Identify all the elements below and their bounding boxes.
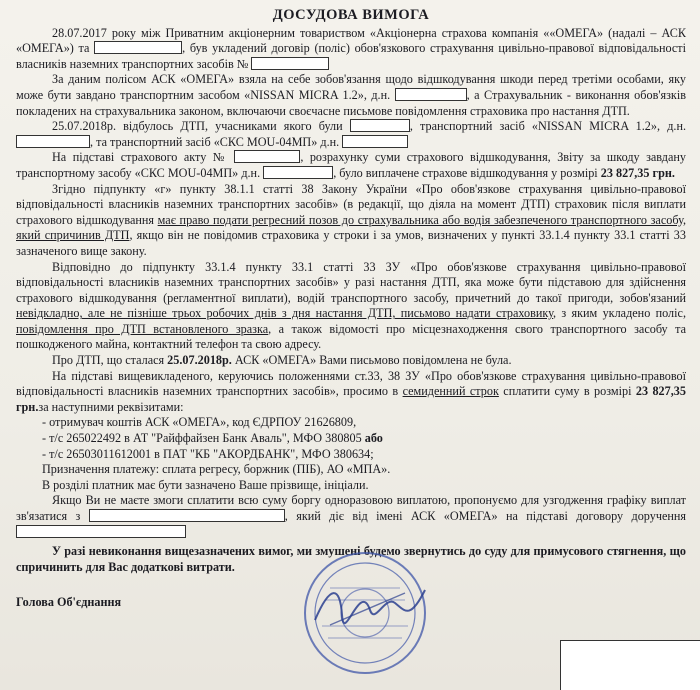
redaction-box: [560, 640, 700, 690]
redaction-box: [89, 509, 285, 522]
redaction-box: [234, 150, 300, 163]
signatory-title: Голова Об'єднання: [16, 595, 122, 610]
redaction-box: [94, 41, 182, 54]
bank-details-list: [16, 415, 686, 493]
paragraph-law-38: Згідно підпункту «г» пункту 38.1.1 статті 38 Закону України «Про обов'язкове страхування цивільно-правової відповідальності власників наземних транспортних засобів» (в редакції, що діяла на момент ДТП) страховик після виплати страхового відшкодування має право подати регресний позов до страхувальника або водія забезпеченого транспортного засобу, який спричинив ДТП, якщо він не повідомив страховика у строки і за умов, визначених у пункті 33.1.4 пункту 33.1 статті 33 зазначеного вище закону.: [16, 181, 686, 258]
paragraph-court-warning: У разі невиконання вищезазначених вимог, ми змушені будемо звернутись до суду для примусового стягнення, що спричинить для Вас додаткові витрати.: [16, 544, 686, 574]
paragraph-demand: На підставі вищевикладеного, керуючись положеннями ст.33, 38 ЗУ «Про обов'язкове страхування цивільно-правової відповідальності власників наземних транспортних засобів», просимо в семиденний строк сплатити суму в розмірі 23 827,35 грн.за наступними реквізитами:: [16, 368, 686, 414]
payment-amount: 23 827,35 грн.: [600, 165, 675, 180]
paragraph-payment: На підставі страхового акту № , розрахунку суми страхового відшкодування, Звіту за шкоду завдану транспортному засобу «СКС MOU-04МП» д.н. , було виплачене страхове відшкодування у розмірі 23 827,35 грн.: [16, 150, 686, 180]
redaction-box: [251, 57, 329, 70]
list-item: - т/с 26503011612001 в ПАТ "КБ "АКОРДБАНК", МФО 380634;: [42, 446, 374, 461]
document-title: ДОСУДОВА ВИМОГА: [272, 7, 430, 23]
paragraph-law-33: Відповідно до підпункту 33.1.4 пункту 33.1 статті 33 ЗУ «Про обов'язкове страхування цивільно-правової відповідальності власників наземних транспортних засобів» у разі настання ДТП, яка може бути підставою для здійснення страхового відшкодування (регламентної виплати), водій транспортного засобу, причетний до такої пригоди, зобов'язаний невідкладно, але не пізніше трьох робочих днів з дня настання ДТП, письмово надати страховику, з яким укладено поліс, повідомлення про ДТП встановленого зразка, а також відомості про місцезнаходження свого транспортного засобу та пошкодженого майна, контактний телефон та свою адресу.: [16, 259, 686, 352]
redaction-box: [263, 166, 333, 179]
paragraph-obligations: За даним полісом АСК «ОМЕГА» взяла на себе зобов'язання щодо відшкодування шкоди перед третіми особами, яку може бути завдано транспортним засобом «NISSAN MICRA 1.2», д.н. , а Страхувальник - виконання обов'язків покладених на страхувальника законом, включаючи своєчасне письмове повідомлення страховика про настання ДТП.: [16, 72, 686, 118]
payment-purpose: Призначення платежу: сплата регресу, боржник (ПІБ), АО «МПА».: [42, 462, 391, 477]
paragraph-not-notified: Про ДТП, що сталася 25.07.2018р. АСК «ОМЕГА» Вами письмово повідомлена не була.: [52, 353, 512, 368]
accident-date: 25.07.2018р.: [167, 353, 232, 368]
payer-note: В розділі платник має бути зазначено Ваше прізвище, ініціали.: [42, 477, 369, 492]
list-item: - т/с 265022492 в АТ "Райффайзен Банк Аваль", МФО 380805 або: [42, 431, 383, 446]
redaction-box: [16, 525, 186, 538]
paragraph-installments: Якщо Ви не маєте змоги сплатити всю суму боргу одноразовою виплатою, пропонуємо для узгодження графіку виплат зв'язатися з , який діє від імені АСК «ОМЕГА» на підставі договору доручення: [16, 493, 686, 540]
paragraph-contract: 28.07.2017 року між Приватним акціонерним товариством «Акціонерна страхова компанія ««ОМЕГА» (надалі – АСК «ОМЕГА») та , був укладений договір (поліс) обов'язкового страхування цивільно-правової відповідальності власників наземних транспортних засобів №: [16, 25, 687, 71]
list-item: - отримувач коштів АСК «ОМЕГА», код ЄДРПОУ 21626809,: [42, 415, 357, 430]
redaction-box: [16, 135, 90, 148]
paragraph-accident: 25.07.2018р. відбулось ДТП, учасниками якого були , транспортний засіб «NISSAN MICRA 1.2», д.н. , та транспортний засіб «СКС MOU-04МП» д.н.: [16, 119, 686, 150]
redaction-box: [342, 135, 408, 148]
demand-amount: 23 827,35 грн.: [16, 384, 686, 414]
redaction-box: [395, 88, 467, 101]
redaction-box: [350, 119, 410, 132]
